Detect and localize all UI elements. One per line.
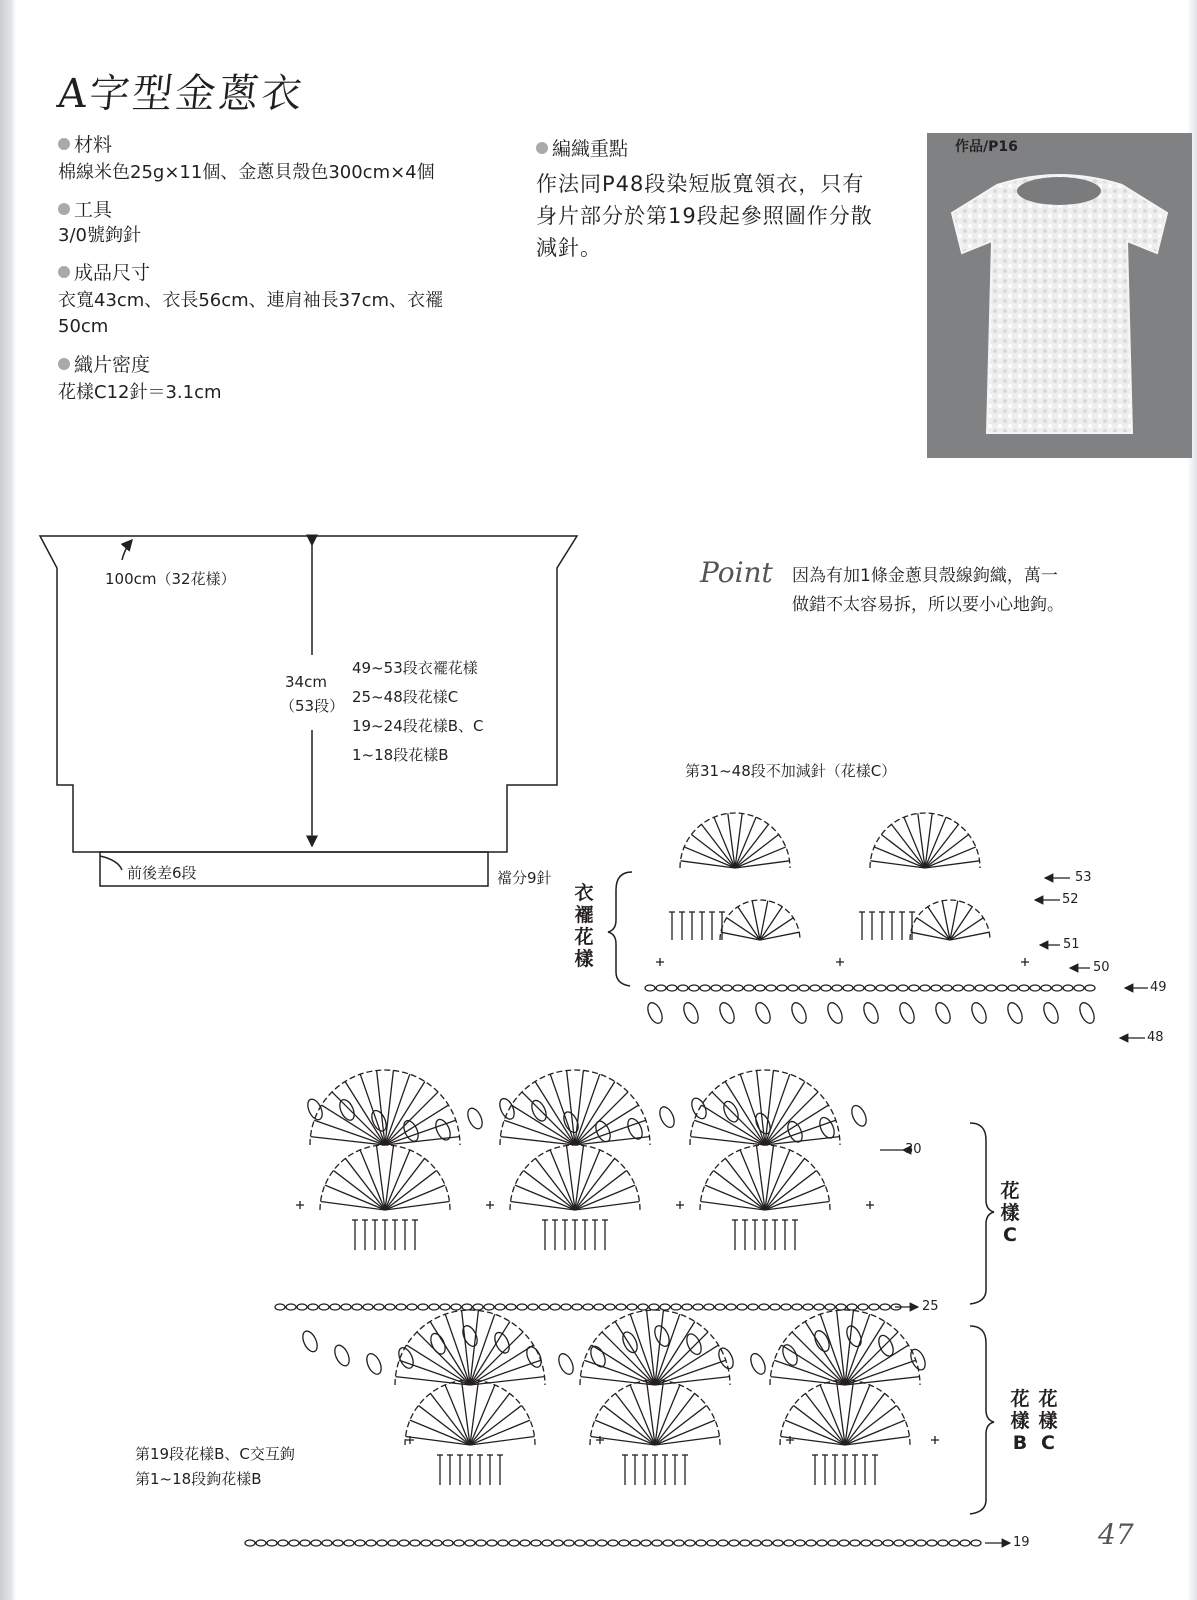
hem-chain-row [700, 985, 710, 991]
pattern-c-puff-stitch [657, 1105, 677, 1130]
hem-chain-row [876, 985, 886, 991]
page-title: A字型金蔥衣 [55, 71, 307, 117]
pattern-bc-puff-stitch [556, 1351, 576, 1376]
hem-chain-row [887, 985, 897, 991]
pattern-c-chain-row [330, 1304, 340, 1310]
pattern-c-fan-stitch [575, 1092, 628, 1145]
pattern-c-chain-row [484, 1304, 494, 1310]
hem-puff-stitch [825, 1000, 845, 1025]
pattern-c-chain-row [671, 1304, 681, 1310]
hem-chain-row [799, 985, 809, 991]
pattern-c-puff-stitch [433, 1117, 453, 1142]
pattern-c-chain-row [341, 1304, 351, 1310]
pattern-bc-chain-row [498, 1540, 508, 1546]
hem-chain-row [898, 985, 908, 991]
hem-chain-row [656, 985, 666, 991]
pattern-c-chain-row [528, 1304, 538, 1310]
row-label-19: 19 [1013, 1535, 1030, 1550]
key-points-heading: 編織重點 [536, 134, 628, 161]
pattern-bc-chain-row [355, 1540, 365, 1546]
schematic-height-cm: 34cm [285, 673, 327, 691]
pattern-bc-note-line2: 第1~18段鉤花樣B [135, 1470, 262, 1488]
hem-chain-row [810, 985, 820, 991]
pattern-c-chain-row [869, 1304, 879, 1310]
pattern-bc-fan-stitch [655, 1332, 708, 1385]
pattern-bc-chain-row [454, 1540, 464, 1546]
pattern-bc-puff-stitch [588, 1344, 608, 1369]
hem-fan-stitch [680, 813, 790, 868]
pattern-bc-puff-stitch [748, 1351, 768, 1376]
pattern-c-single-crochet [296, 1201, 304, 1209]
pattern-c-chain-row [363, 1304, 373, 1310]
size-text-line2: 50cm [58, 316, 109, 337]
gauge-text: 花樣C12針＝3.1cm [58, 382, 222, 403]
pattern-bc-chain-row [344, 1540, 354, 1546]
schematic-note-2: 25~48段花樣C [352, 688, 459, 706]
pattern-bc-chain-row [377, 1540, 387, 1546]
pattern-c-chain-row [506, 1304, 516, 1310]
pattern-bc-chain-row [564, 1540, 574, 1546]
pattern-c-puff-stitch [817, 1115, 837, 1140]
hem-chain-row [1074, 985, 1084, 991]
hem-chain-row [645, 985, 655, 991]
pattern-c-chain-row [352, 1304, 362, 1310]
pattern-c-chain-row [495, 1304, 505, 1310]
pattern-c-chain-row [385, 1304, 395, 1310]
point-word: Point [700, 556, 773, 589]
pattern-bc-fan-stitch [470, 1332, 523, 1385]
pattern-c-puff-stitch [337, 1097, 357, 1122]
hem-chain-row [744, 985, 754, 991]
pattern-c-chain-row [825, 1304, 835, 1310]
hem-puff-stitch [789, 1000, 809, 1025]
pattern-bc-chain-row [707, 1540, 717, 1546]
hem-chain-row [821, 985, 831, 991]
hem-chain-row [1030, 985, 1040, 991]
hem-puff-stitch [1005, 1000, 1025, 1025]
hem-chain-row [1019, 985, 1029, 991]
hem-puff-stitch [645, 1000, 665, 1025]
pattern-c-chain-row [550, 1304, 560, 1310]
hem-chain-row [865, 985, 875, 991]
hem-chain-row [733, 985, 743, 991]
pattern-bc-fan-stitch [792, 1332, 845, 1385]
pattern-bc-fan-stitch [580, 1310, 730, 1385]
pattern-bc-chain-row [773, 1540, 783, 1546]
pattern-c-chain-row [737, 1304, 747, 1310]
pattern-bc-chain-row [267, 1540, 277, 1546]
schematic-note-4: 1~18段花樣B [352, 746, 449, 764]
row-label-50: 50 [1093, 960, 1110, 975]
key-points-line1: 作法同P48段染短版寬領衣，只有 [536, 172, 865, 196]
hem-chain-row [1063, 985, 1073, 991]
hem-chain-row [766, 985, 776, 991]
hem-puff-stitch [753, 1000, 773, 1025]
pattern-bc-chain-row [938, 1540, 948, 1546]
row-label-25: 25 [922, 1299, 939, 1314]
pattern-bc-chain-row [685, 1540, 695, 1546]
pattern-bc-chain-row [487, 1540, 497, 1546]
pattern-c-side-label: 花樣C [1000, 1180, 1020, 1246]
size-heading: 成品尺寸 [58, 258, 150, 285]
pattern-c-fan-stitch [522, 1092, 575, 1145]
pattern-bc-chain-row [960, 1540, 970, 1546]
pattern-c-chain-row [814, 1304, 824, 1310]
pattern-bc-chain-row [509, 1540, 519, 1546]
hem-single-crochet [656, 958, 664, 966]
pattern-bc-chain-row [300, 1540, 310, 1546]
pattern-bc-chain-row [652, 1540, 662, 1546]
pattern-c-chain-row [462, 1304, 472, 1310]
pattern-c-side-label-2: 花樣C [1038, 1388, 1058, 1454]
point-line1: 因為有加1條金蔥貝殼線鉤織，萬一 [792, 566, 1058, 586]
row-label-53: 53 [1075, 870, 1092, 885]
pattern-c-chain-row [858, 1304, 868, 1310]
pattern-c-chain-row [473, 1304, 483, 1310]
pattern-bc-chain-row [784, 1540, 794, 1546]
hem-puff-stitch [681, 1000, 701, 1025]
pattern-bc-chain-row [245, 1540, 255, 1546]
pattern-bc-chain-row [399, 1540, 409, 1546]
schematic-note-1: 49~53段衣襬花樣 [352, 659, 478, 677]
pattern-c-chain-row [847, 1304, 857, 1310]
pattern-c-chain-row [319, 1304, 329, 1310]
hem-puff-stitch [933, 1000, 953, 1025]
hem-chain-row [909, 985, 919, 991]
photo-tag: 作品/P16 [955, 139, 1018, 155]
hem-single-crochet [836, 958, 844, 966]
pattern-c-single-crochet [676, 1201, 684, 1209]
hem-chain-row [997, 985, 1007, 991]
row-label-48: 48 [1147, 1030, 1164, 1045]
hem-chain-row [667, 985, 677, 991]
hem-chain-row [689, 985, 699, 991]
pattern-bc-chain-row [366, 1540, 376, 1546]
pattern-c-puff-stitch [369, 1108, 389, 1133]
row-label-49: 49 [1150, 980, 1167, 995]
pattern-c-puff-stitch [305, 1097, 325, 1122]
row-label-30: 30 [905, 1142, 922, 1157]
tools-heading: 工具 [58, 195, 112, 222]
pattern-c-chain-row [704, 1304, 714, 1310]
materials-text: 棉線米色25g×11個、金蔥貝殼色300cm×4個 [58, 162, 435, 183]
hem-chain-row [942, 985, 952, 991]
pattern-bc-chain-row [289, 1540, 299, 1546]
pattern-c-fan-stitch [332, 1092, 385, 1145]
hem-puff-stitch [897, 1000, 917, 1025]
hem-chain-row [755, 985, 765, 991]
hem-chain-row [777, 985, 787, 991]
hem-puff-stitch [1077, 1000, 1097, 1025]
pattern-c-chain-row [594, 1304, 604, 1310]
pattern-c-chain-row [396, 1304, 406, 1310]
pattern-c-chain-row [682, 1304, 692, 1310]
pattern-bc-chain-row [443, 1540, 453, 1546]
pattern-c-fan-stitch [700, 1145, 830, 1210]
row-label-52: 52 [1062, 892, 1079, 907]
gusset-label: 襠分9針 [497, 869, 552, 887]
pattern-bc-chain-row [663, 1540, 673, 1546]
pattern-c-chain-row [605, 1304, 615, 1310]
pattern-bc-chain-row [828, 1540, 838, 1546]
pattern-c-chain-row [726, 1304, 736, 1310]
pattern-c-chain-row [429, 1304, 439, 1310]
pattern-bc-chain-row [575, 1540, 585, 1546]
pattern-c-chain-row [561, 1304, 571, 1310]
hem-chain-row [1041, 985, 1051, 991]
pattern-c-chain-row [770, 1304, 780, 1310]
pattern-bc-chain-row [839, 1540, 849, 1546]
pattern-c-chain-row [748, 1304, 758, 1310]
hem-chain-row [920, 985, 930, 991]
hem-puff-stitch [861, 1000, 881, 1025]
pattern-c-chain-row [781, 1304, 791, 1310]
pattern-c-puff-stitch [401, 1118, 421, 1143]
hem-puff-stitch [969, 1000, 989, 1025]
hem-single-crochet [1021, 958, 1029, 966]
pattern-bc-chain-row [751, 1540, 761, 1546]
pattern-bc-fan-stitch [395, 1310, 545, 1385]
hem-chain-row [788, 985, 798, 991]
pattern-bc-chain-row [531, 1540, 541, 1546]
pattern-bc-chain-row [729, 1540, 739, 1546]
pattern-bc-fan-stitch [780, 1380, 910, 1445]
pattern-bc-chain-row [762, 1540, 772, 1546]
pattern-c-chain-row [638, 1304, 648, 1310]
pattern-bc-chain-row [432, 1540, 442, 1546]
pattern-bc-chain-row [476, 1540, 486, 1546]
pattern-bc-chain-row [806, 1540, 816, 1546]
pattern-bc-chain-row [674, 1540, 684, 1546]
pattern-bc-fan-stitch [405, 1380, 535, 1445]
pattern-bc-chain-row [421, 1540, 431, 1546]
pattern-b-side-label: 花樣B [1010, 1388, 1030, 1454]
pattern-c-chain-row [836, 1304, 846, 1310]
pattern-bc-puff-stitch [716, 1346, 736, 1371]
pattern-c-chain-row [649, 1304, 659, 1310]
pattern-c-chain-row [803, 1304, 813, 1310]
pattern-bc-chain-row [278, 1540, 288, 1546]
hem-difference-label: 前後差6段 [127, 864, 197, 882]
pattern-bc-chain-row [894, 1540, 904, 1546]
schematic-width-label: 100cm（32花樣） [105, 570, 236, 588]
pattern-c-chain-row [792, 1304, 802, 1310]
hem-chain-row [1052, 985, 1062, 991]
pattern-c-chain-row [418, 1304, 428, 1310]
pattern-c-chain-row [616, 1304, 626, 1310]
key-points-line2: 身片部分於第19段起參照圖作分散 [536, 204, 873, 228]
hem-chain-row [1085, 985, 1095, 991]
pattern-c-chain-row [440, 1304, 450, 1310]
pattern-bc-chain-row [905, 1540, 915, 1546]
size-text-line1: 衣寬43cm、衣長56cm、連肩袖長37cm、衣襬 [58, 290, 444, 311]
point-line2: 做錯不太容易拆，所以要小心地鉤。 [792, 595, 1064, 615]
hem-chain-row [832, 985, 842, 991]
pattern-c-fan-stitch [310, 1070, 460, 1145]
pattern-bc-puff-stitch [428, 1331, 448, 1356]
hem-chart-caption: 第31~48段不加減針（花樣C） [685, 762, 897, 780]
pattern-c-chain-row [583, 1304, 593, 1310]
key-points-line3: 減針。 [536, 236, 602, 260]
hem-chain-row [711, 985, 721, 991]
pattern-bc-chain-row [608, 1540, 618, 1546]
pattern-c-chain-row [308, 1304, 318, 1310]
pattern-c-fan-stitch [510, 1145, 640, 1210]
pattern-c-fan-stitch [385, 1092, 438, 1145]
pattern-bc-puff-stitch [492, 1330, 512, 1355]
pattern-c-single-crochet [486, 1201, 494, 1209]
pattern-c-chain-row [275, 1304, 285, 1310]
pattern-c-single-crochet [866, 1201, 874, 1209]
pattern-bc-chain-row [542, 1540, 552, 1546]
pattern-c-chain-row [715, 1304, 725, 1310]
pattern-bc-chain-row [465, 1540, 475, 1546]
pattern-bc-chain-row [553, 1540, 563, 1546]
pattern-c-chain-row [880, 1304, 890, 1310]
pattern-bc-chain-row [927, 1540, 937, 1546]
pattern-bc-chain-row [817, 1540, 827, 1546]
hem-chain-row [678, 985, 688, 991]
hem-puff-stitch [1041, 1000, 1061, 1025]
hem-chain-row [931, 985, 941, 991]
pattern-bc-chain-row [696, 1540, 706, 1546]
pattern-bc-chain-row [949, 1540, 959, 1546]
hem-chart-side-label: 衣襬花樣 [574, 882, 594, 970]
pattern-bc-chain-row [795, 1540, 805, 1546]
crochet-charts [245, 813, 1097, 1546]
hem-chain-row [986, 985, 996, 991]
pattern-c-fan-stitch [500, 1070, 650, 1145]
pattern-c-chain-row [759, 1304, 769, 1310]
pattern-bc-chain-row [883, 1540, 893, 1546]
pattern-bc-chain-row [872, 1540, 882, 1546]
hem-chain-row [975, 985, 985, 991]
pattern-c-chain-row [627, 1304, 637, 1310]
pattern-bc-chain-row [971, 1540, 981, 1546]
hem-chain-row [953, 985, 963, 991]
pattern-bc-chain-row [630, 1540, 640, 1546]
pattern-bc-chain-row [388, 1540, 398, 1546]
pattern-c-puff-stitch [849, 1103, 869, 1128]
pattern-bc-chain-row [586, 1540, 596, 1546]
row-label-51: 51 [1063, 937, 1080, 952]
pattern-bc-chain-row [861, 1540, 871, 1546]
pattern-bc-chain-row [916, 1540, 926, 1546]
pattern-bc-puff-stitch [364, 1351, 384, 1376]
materials-heading: 材料 [58, 130, 112, 157]
schematic-height-rows: （53段） [280, 697, 345, 715]
pattern-bc-chain-row [333, 1540, 343, 1546]
hem-chain-row [854, 985, 864, 991]
hem-puff-stitch [717, 1000, 737, 1025]
hem-chain-row [964, 985, 974, 991]
pattern-c-fan-stitch [320, 1145, 450, 1210]
pattern-bc-chain-row [520, 1540, 530, 1546]
pattern-bc-puff-stitch [300, 1329, 320, 1354]
pattern-bc-chain-row [311, 1540, 321, 1546]
gauge-heading: 織片密度 [58, 350, 150, 377]
pattern-bc-fan-stitch [602, 1332, 655, 1385]
pattern-bc-puff-stitch [908, 1347, 928, 1372]
pattern-bc-puff-stitch [844, 1324, 864, 1349]
pattern-bc-chain-row [410, 1540, 420, 1546]
hem-chain-row [722, 985, 732, 991]
pattern-c-chain-row [539, 1304, 549, 1310]
schematic-note-3: 19~24段花樣B、C [352, 717, 484, 735]
pattern-bc-chain-row [740, 1540, 750, 1546]
page-number: 47 [1098, 1518, 1134, 1551]
pattern-c-chain-row [693, 1304, 703, 1310]
pattern-bc-puff-stitch [332, 1343, 352, 1368]
pattern-bc-chain-row [256, 1540, 266, 1546]
pattern-bc-fan-stitch [590, 1380, 720, 1445]
pattern-bc-single-crochet [931, 1436, 939, 1444]
pattern-bc-chain-row [619, 1540, 629, 1546]
pattern-c-chain-row [572, 1304, 582, 1310]
pattern-c-chain-row [451, 1304, 461, 1310]
pattern-bc-chain-row [597, 1540, 607, 1546]
pattern-bc-chain-row [322, 1540, 332, 1546]
pattern-c-chain-row [407, 1304, 417, 1310]
pattern-c-puff-stitch [497, 1096, 517, 1121]
pattern-bc-puff-stitch [812, 1329, 832, 1354]
pattern-c-chain-row [517, 1304, 527, 1310]
hem-fan-stitch [870, 813, 980, 868]
tools-text: 3/0號鉤針 [58, 225, 141, 246]
pattern-c-chain-row [660, 1304, 670, 1310]
pattern-bc-note-line1: 第19段花樣B、C交互鉤 [135, 1445, 295, 1463]
hem-chain-row [843, 985, 853, 991]
pattern-c-chain-row [286, 1304, 296, 1310]
pattern-bc-chain-row [850, 1540, 860, 1546]
pattern-c-chain-row [297, 1304, 307, 1310]
pattern-c-chain-row [374, 1304, 384, 1310]
pattern-c-puff-stitch [465, 1106, 485, 1131]
pattern-bc-chain-row [718, 1540, 728, 1546]
hem-chain-row [1008, 985, 1018, 991]
pattern-bc-chain-row [641, 1540, 651, 1546]
